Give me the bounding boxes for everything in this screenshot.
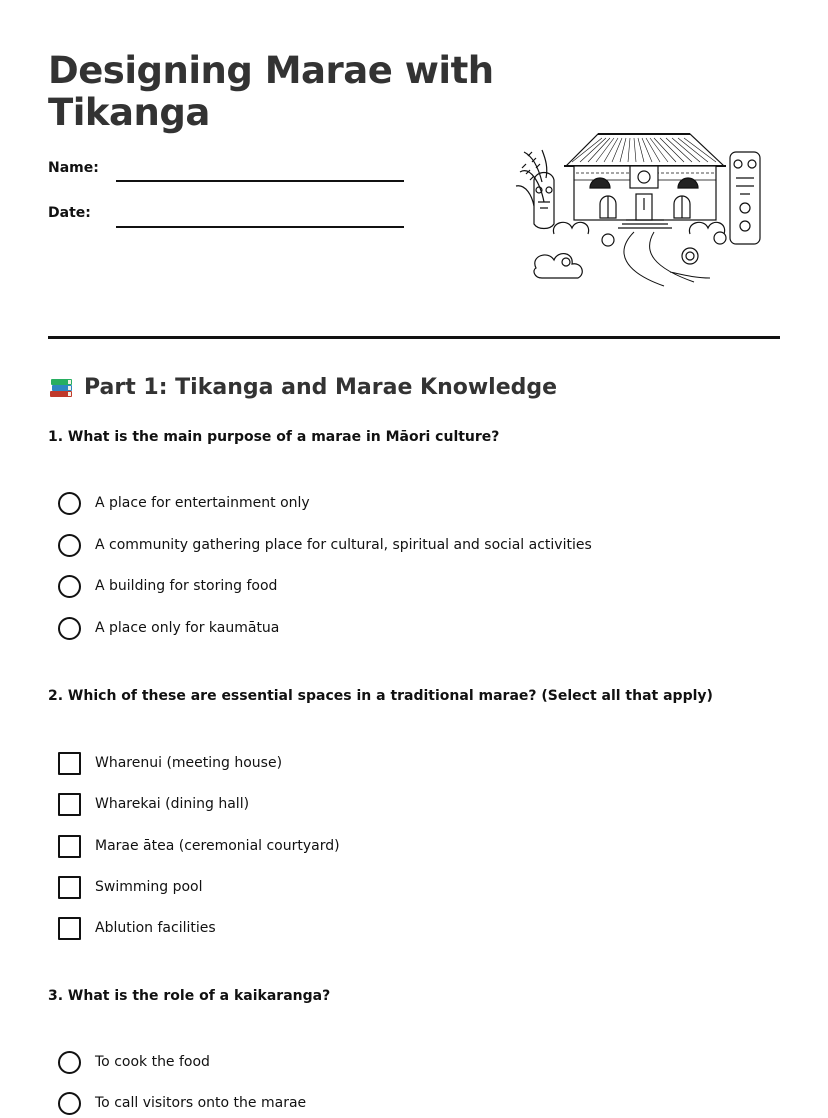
radio-button[interactable] [58, 617, 81, 640]
option-label: Swimming pool [95, 879, 203, 895]
q2-option-3[interactable] [58, 834, 340, 858]
q2-option-1[interactable] [58, 751, 282, 775]
radio-button[interactable] [58, 1051, 81, 1074]
name-field[interactable] [116, 180, 404, 182]
date-field[interactable] [116, 226, 404, 228]
option-label: Wharenui (meeting house) [95, 755, 283, 771]
q1-option-3[interactable] [58, 574, 277, 598]
option-label: To call visitors onto the marae [95, 1095, 307, 1111]
q1-option-1[interactable] [58, 491, 310, 515]
question-3: 3. What is the role of a kaikaranga? [48, 988, 331, 1004]
q1-option-4[interactable] [58, 616, 279, 640]
q2-option-5[interactable] [58, 916, 216, 940]
checkbox[interactable] [58, 793, 81, 816]
radio-button[interactable] [58, 534, 81, 557]
marae-illustration [514, 122, 768, 294]
option-label: Ablution facilities [95, 920, 216, 936]
checkbox[interactable] [58, 917, 81, 940]
option-label: A building for storing food [95, 578, 278, 594]
checkbox[interactable] [58, 876, 81, 899]
option-label: Wharekai (dining hall) [95, 796, 250, 812]
q2-option-4[interactable] [58, 875, 203, 899]
section-heading-text: Part 1: Tikanga and Marae Knowledge [84, 374, 558, 400]
option-label: A place only for kaumātua [95, 620, 280, 636]
header-divider [48, 336, 780, 339]
q3-option-1[interactable] [58, 1050, 210, 1074]
books-icon [48, 374, 76, 400]
radio-button[interactable] [58, 1092, 81, 1115]
q1-option-2[interactable] [58, 533, 592, 557]
q2-option-2[interactable] [58, 792, 249, 816]
question-2: 2. Which of these are essential spaces in a traditional marae? (Select all that apply) [48, 688, 713, 704]
option-label: A community gathering place for cultural, spiritual and social activities [95, 537, 592, 553]
name-label: Name: [48, 160, 99, 176]
checkbox[interactable] [58, 835, 81, 858]
question-1: 1. What is the main purpose of a marae in Māori culture? [48, 429, 500, 445]
option-label: A place for entertainment only [95, 495, 310, 511]
page-title: Designing Marae with Tikanga [48, 49, 494, 134]
radio-button[interactable] [58, 575, 81, 598]
date-label: Date: [48, 205, 91, 221]
checkbox[interactable] [58, 752, 81, 775]
section-heading-part1 [48, 374, 557, 400]
option-label: To cook the food [95, 1054, 210, 1070]
option-label: Marae ātea (ceremonial courtyard) [95, 838, 340, 854]
q3-option-2[interactable] [58, 1091, 306, 1115]
radio-button[interactable] [58, 492, 81, 515]
